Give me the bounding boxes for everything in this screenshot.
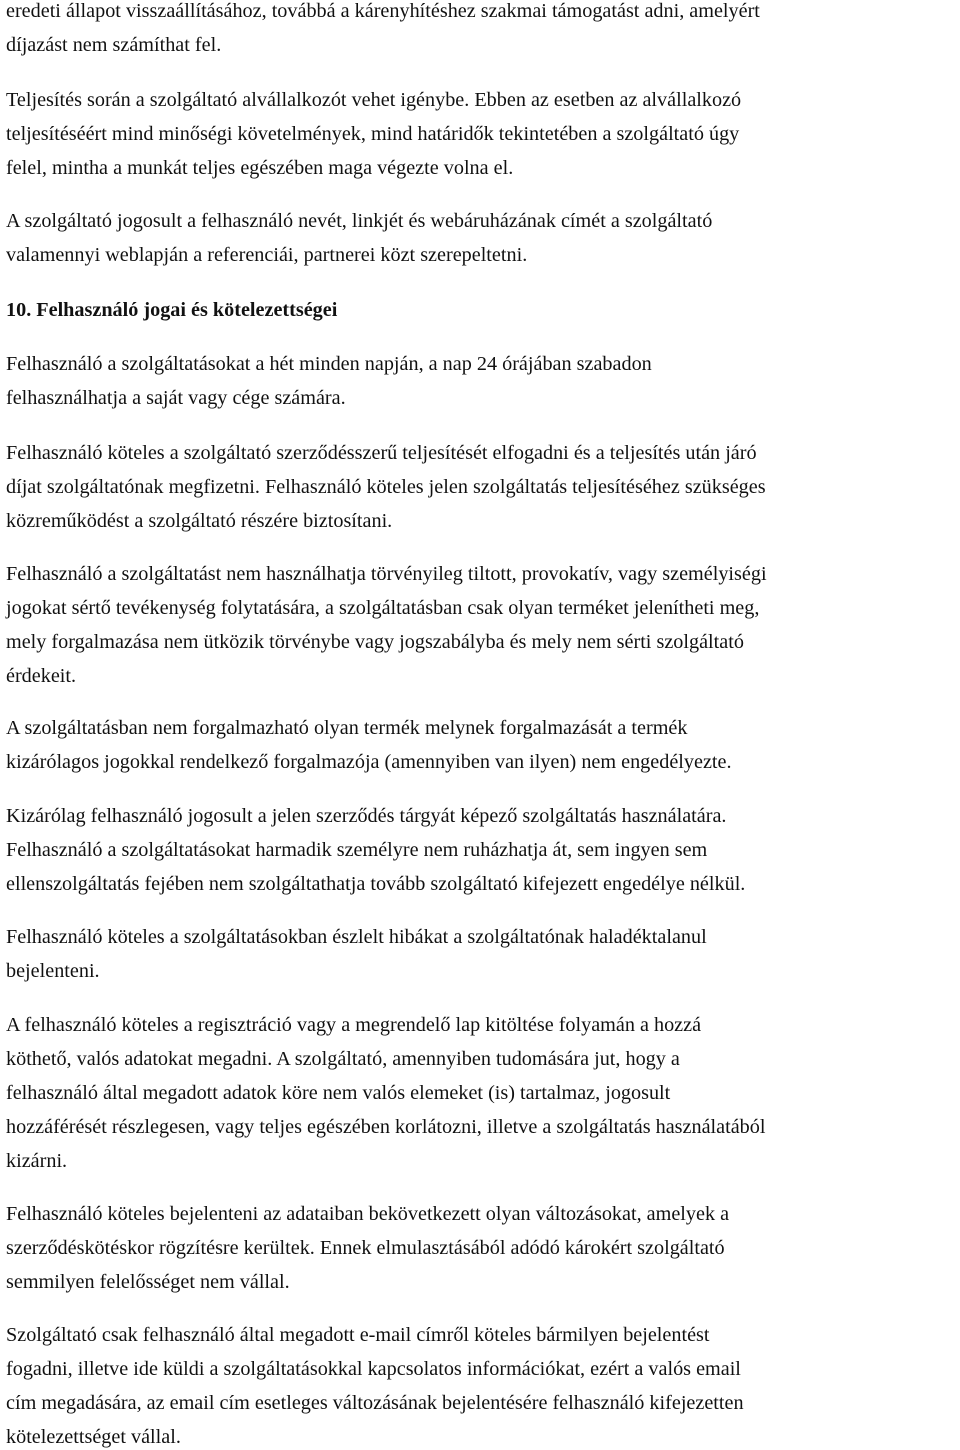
- paragraph-damage-mitigation: [6, 0, 958, 62]
- text-line: Felhasználó köteles a szolgáltatásokban észlelt hibákat a szolgáltatónak haladéktalanul: [6, 926, 707, 948]
- text-line: Felhasználó a szolgáltatásokat harmadik személyre nem ruházhatja át, sem ingyen sem: [6, 839, 708, 861]
- text-line: kizárni.: [6, 1150, 68, 1172]
- paragraph-exclusive-distribution: [6, 711, 958, 779]
- text-line: Kizárólag felhasználó jogosult a jelen szerződés tárgyát képező szolgáltatás használatára.: [6, 805, 727, 827]
- paragraph-usage-rights: [6, 347, 958, 415]
- text-line: Felhasználó köteles a szolgáltató szerződésszerű teljesítését elfogadni és a teljesítés után járó: [6, 442, 757, 464]
- paragraph-prohibited-use: [6, 557, 958, 693]
- text-line: semmilyen felelősséget nem vállal.: [6, 1271, 290, 1293]
- text-line: A felhasználó köteles a regisztráció vagy a megrendelő lap kitöltése folyamán a hozzá: [6, 1014, 702, 1036]
- text-line: A szolgáltató jogosult a felhasználó nevét, linkjét és webáruházának címét a szolgáltató: [6, 210, 713, 232]
- text-line: A szolgáltatásban nem forgalmazható olyan termék melynek forgalmazását a termék: [6, 717, 688, 739]
- text-line: Teljesítés során a szolgáltató alvállalkozót vehet igénybe. Ebben az esetben az alvállalkozó: [6, 89, 742, 111]
- text-line: Felhasználó a szolgáltatást nem használhatja törvényileg tiltott, provokatív, vagy személyiségi: [6, 563, 767, 585]
- section-heading: [6, 293, 958, 327]
- text-line: ellenszolgáltatás fejében nem szolgáltathatja tovább szolgáltató kifejezett engedélye nélkül.: [6, 873, 746, 895]
- paragraph-subcontractor: [6, 83, 958, 185]
- paragraph-payment-obligation: [6, 436, 958, 538]
- paragraph-email-notice: [6, 1318, 958, 1450]
- text-line: felhasználó által megadott adatok köre nem valós elemeket (is) tartalmaz, jogosult: [6, 1082, 671, 1104]
- text-line: felhasználhatja a saját vagy cége számára.: [6, 387, 346, 409]
- paragraph-references: [6, 204, 958, 272]
- text-line: mely forgalmazása nem ütközik törvénybe vagy jogszabályba és mely nem sérti szolgáltató: [6, 631, 744, 653]
- text-line: Felhasználó köteles bejelenteni az adataiban bekövetkezett olyan változásokat, amelyek a: [6, 1203, 730, 1225]
- text-line: jogokat sértő tevékenység folytatására, a szolgáltatásban csak olyan terméket jelenítheti meg,: [6, 597, 760, 619]
- text-line: fogadni, illetve ide küldi a szolgáltatásokkal kapcsolatos információkat, ezért a valós email: [6, 1358, 741, 1380]
- text-line: kizárólagos jogokkal rendelkező forgalmazója (amennyiben van ilyen) nem engedélyezte.: [6, 751, 732, 773]
- text-line: eredeti állapot visszaállításához, továbbá a kárenyhítéshez szakmai támogatást adni, amelyért: [6, 0, 760, 22]
- text-line: cím megadására, az email cím esetleges változásának bejelentésére felhasználó kifejezetten: [6, 1392, 744, 1414]
- text-line: valamennyi weblapján a referenciái, partnerei közt szerepeltetni.: [6, 244, 528, 266]
- text-line: érdekeit.: [6, 665, 77, 687]
- text-line: teljesítéséért mind minőségi követelmények, mind határidők tekintetében a szolgáltató úgy: [6, 123, 740, 145]
- text-line: Felhasználó a szolgáltatásokat a hét minden napján, a nap 24 órájában szabadon: [6, 353, 652, 375]
- text-line: köthető, valós adatokat megadni. A szolgáltató, amennyiben tudomására jut, hogy a: [6, 1048, 680, 1070]
- text-line: hozzáférését részlegesen, vagy teljes egészében korlátozni, illetve a szolgáltatás használatából: [6, 1116, 766, 1138]
- text-line: felel, mintha a munkát teljes egészében maga végezte volna el.: [6, 157, 514, 179]
- text-line: kötelezettséget vállal.: [6, 1426, 181, 1448]
- text-line: bejelenteni.: [6, 960, 100, 982]
- paragraph-non-transferable: [6, 799, 958, 901]
- text-line: Szolgáltató csak felhasználó által megadott e-mail címről köteles bármilyen bejelentést: [6, 1324, 710, 1346]
- paragraph-valid-data: [6, 1008, 958, 1178]
- text-line: szerződéskötéskor rögzítésre kerültek. Ennek elmulasztásából adódó károkért szolgáltató: [6, 1237, 725, 1259]
- text-line: díjat szolgáltatónak megfizetni. Felhasználó köteles jelen szolgáltatás teljesítéséhez szükséges: [6, 476, 766, 498]
- paragraph-error-reporting: [6, 920, 958, 988]
- heading-text: 10. Felhasználó jogai és kötelezettségei: [6, 299, 338, 321]
- text-line: közreműködést a szolgáltató részére biztosítani.: [6, 510, 393, 532]
- paragraph-data-changes: [6, 1197, 958, 1299]
- text-line: díjazást nem számíthat fel.: [6, 34, 222, 56]
